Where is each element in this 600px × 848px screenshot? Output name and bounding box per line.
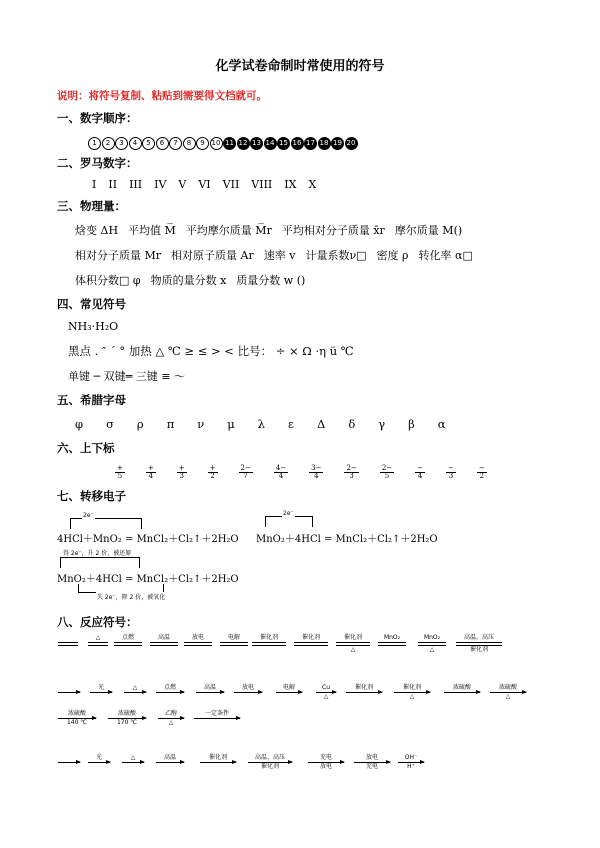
circled-number: 4 (129, 137, 142, 150)
script-fraction: $\frac{2-}{7}$ (240, 464, 251, 480)
electron-lose-label: 失 2e⁻，降 2 价，被氧化 (97, 594, 166, 601)
circled-number-filled: 15 (277, 137, 290, 150)
equation-1: 4HCl＋MnO₂ = MnCl₂＋Cl₂↑＋2H₂O (57, 534, 239, 545)
sub-superscripts (115, 462, 508, 481)
circled-number-filled: 19 (331, 137, 344, 150)
physics-symbol: 平均相对分子质量 x̄r (281, 224, 385, 237)
reaction-condition-symbol: △ (124, 684, 146, 701)
page-title: 化学试卷命制时常使用的符号 (215, 59, 385, 74)
greek-letter: ε (288, 417, 294, 431)
reaction-condition-symbol: 高温 (196, 684, 224, 701)
section-heading-roman: 二、罗马数字： (57, 156, 138, 170)
reaction-condition-symbol (58, 754, 80, 771)
greek-letter: λ (257, 417, 266, 431)
roman-numeral: III (129, 178, 143, 191)
circled-number-filled: 16 (291, 137, 304, 150)
section-heading-electron: 七、转移电子 (57, 489, 126, 503)
reaction-condition-symbol: 充电 放电 (308, 754, 344, 771)
reaction-condition-symbol: 放电 (234, 684, 262, 701)
section-heading-scripts: 六、上下标 (57, 441, 115, 455)
reaction-condition-symbol: 点燃 (156, 684, 184, 701)
reaction-condition-symbol: △ (88, 634, 108, 654)
reaction-condition-symbol (58, 684, 80, 701)
reaction-condition-symbol: MnO₂ △ (418, 634, 446, 654)
physics-symbol: 摩尔质量 M() (394, 224, 463, 237)
circled-number: 6 (156, 137, 169, 150)
electron-label-1: 2e⁻ (83, 512, 94, 519)
reaction-condition-symbol: OH⁻ H⁺ (398, 754, 424, 771)
electron-bridge-3-top (60, 557, 140, 568)
greek-letter: ρ (136, 417, 144, 431)
greek-letter: π (166, 417, 175, 431)
reaction-condition-symbol: 电解 (276, 684, 302, 701)
circled-number: 1 (88, 137, 101, 150)
reaction-condition-symbol: MnO₂ (378, 634, 406, 654)
greek-letter: δ (348, 417, 356, 431)
electron-label-2: 2e⁻ (283, 510, 294, 517)
electron-gain-label: 得 2e⁻，升 2 价，被还原 (63, 550, 132, 557)
physics-symbol: 速率 v (263, 249, 296, 262)
circled-number: 10 (210, 137, 223, 150)
greek-letter: γ (378, 417, 386, 431)
script-fraction: $\frac{+}{2}$ (209, 464, 216, 480)
reaction-condition-symbol: 乙醇 △ (158, 710, 184, 727)
reaction-condition-symbol: 催化剂 (252, 634, 286, 654)
script-fraction: $\frac{4-}{4}$ (275, 464, 287, 480)
reaction-condition-symbol: 高温，高压 催化剂 (456, 634, 502, 654)
script-fraction: $\frac{3-}{4}$ (311, 464, 322, 480)
reaction-condition-symbol (58, 634, 78, 654)
equation-3: MnO₂＋4HCl = MnCl₂＋Cl₂↑＋2H₂O (57, 574, 239, 585)
circled-number: 5 (142, 137, 155, 150)
reaction-condition-symbol: 电解 (220, 634, 248, 654)
reaction-condition-symbol: 一定条件 (194, 710, 240, 727)
physics-row-1 (75, 222, 472, 238)
physics-symbol: 相对原子质量 Ar (171, 249, 254, 262)
reaction-condition-symbol: 放电 (184, 634, 212, 654)
circled-number-filled: 17 (304, 137, 317, 150)
circled-number: 3 (115, 137, 128, 150)
script-fraction: $\frac{2-}{5}$ (381, 464, 393, 480)
circled-number: 2 (102, 137, 115, 150)
greek-letter: σ (106, 417, 114, 431)
reaction-condition-symbol: 催化剂 △ (336, 634, 370, 654)
script-fraction: $\frac{-}{4}$ (417, 464, 424, 480)
greek-letter: ν (197, 417, 205, 431)
reaction-condition-symbol: 高温 (150, 634, 178, 654)
reaction-condition-symbol: 光 (88, 754, 110, 771)
physics-symbol: 平均值 M̅ (128, 224, 176, 237)
greek-letters (75, 417, 469, 431)
section-heading-numbers: 一、数字顺序： (57, 111, 138, 125)
physics-symbol: 转化率 α□ (418, 249, 473, 262)
greek-letter: β (408, 417, 415, 431)
section-heading-greek: 五、希腊字母 (57, 393, 126, 407)
common-symbols-row: 黑点 . ″ ´ ° 加热 △ ℃ ≥ ≤ > < 比号： ÷ × Ω ·η ü ℃ (68, 344, 354, 358)
reaction-condition-symbol: 浓硫酸 △ (490, 684, 526, 701)
physics-symbol: 体积分数□ φ (75, 274, 141, 287)
reaction-condition-symbol: 高温、高压 催化剂 (248, 754, 292, 771)
section-heading-common: 四、常见符号 (57, 297, 126, 311)
instruction-note: 说明：将符号复制、粘贴到需要得文档就可。 (57, 90, 267, 102)
section-heading-reactions: 八、反应符号： (57, 615, 138, 629)
reaction-condition-symbol: 浓硫酸 (444, 684, 480, 701)
roman-numeral: VII (222, 178, 240, 191)
electron-bridge-1 (70, 518, 142, 529)
physics-row-3 (75, 272, 315, 288)
bond-symbols-row: 单键 ─ 双键═ 三键 ≡ 〜 (68, 370, 185, 383)
circled-numbers (88, 130, 358, 150)
roman-numeral: IX (284, 178, 297, 191)
roman-numeral: II (108, 178, 118, 191)
physics-symbol: 焓变 ΔH (75, 224, 119, 237)
roman-numeral: V (178, 178, 187, 191)
reaction-condition-symbol: 浓硫酸 140 ℃ (58, 710, 96, 727)
reaction-condition-symbol: 点燃 (114, 634, 142, 654)
script-fraction: $\frac{-}{2}$ (478, 464, 485, 480)
circled-number-filled: 12 (237, 137, 250, 150)
section-heading-physics: 三、物理量： (57, 199, 126, 213)
reaction-condition-symbol: 放电 充电 (354, 754, 390, 771)
circled-number-filled: 18 (318, 137, 331, 150)
roman-numeral: VIII (251, 178, 273, 191)
roman-numerals (92, 178, 328, 191)
physics-row-2 (75, 247, 483, 263)
circled-number: 7 (169, 137, 182, 150)
greek-letter: Δ (317, 417, 326, 431)
physics-symbol: 平均摩尔质量 M̅r (185, 224, 272, 237)
script-fraction: $\frac{+}{5}$ (117, 464, 123, 480)
greek-letter: α (437, 417, 446, 431)
ammonia-formula: NH₃·H₂O (68, 320, 119, 333)
circled-number-filled: 14 (264, 137, 277, 150)
reaction-condition-symbol: 浓硫酸 170 ℃ (108, 710, 146, 727)
reaction-condition-symbol: 光 (90, 684, 112, 701)
reaction-condition-symbol: Cu △ (316, 684, 336, 701)
greek-letter: φ (75, 417, 84, 431)
roman-numeral: IV (154, 178, 167, 191)
physics-symbol: 质量分数 w () (236, 274, 306, 287)
reaction-condition-symbol: 催化剂 (294, 634, 328, 654)
circled-number-filled: 20 (345, 137, 358, 150)
reaction-condition-symbol: 高温 (156, 754, 184, 771)
circled-number: 9 (196, 137, 209, 150)
physics-symbol: 物质的量分数 x (150, 274, 227, 287)
circled-number-filled: 11 (223, 137, 236, 150)
script-fraction: $\frac{2-}{3}$ (346, 464, 357, 480)
reaction-condition-symbol: 催化剂 (200, 754, 236, 771)
equation-2: MnO₂＋4HCl = MnCl₂＋Cl₂↑＋2H₂O (256, 534, 438, 545)
roman-numeral: VI (198, 178, 211, 191)
script-fraction: $\frac{+}{3}$ (178, 464, 185, 480)
electron-bridge-2 (265, 516, 313, 527)
greek-letter: μ (227, 417, 235, 431)
script-fraction: $\frac{-}{3}$ (448, 464, 454, 480)
script-fraction: $\frac{+}{4}$ (147, 464, 154, 480)
roman-numeral: X (308, 178, 317, 191)
roman-numeral: I (92, 178, 97, 191)
reaction-condition-symbol: 催化剂 (346, 684, 382, 701)
reaction-condition-symbol: △ (122, 754, 144, 771)
physics-symbol: 相对分子质量 Mr (75, 249, 162, 262)
circled-number: 8 (183, 137, 196, 150)
reaction-condition-symbol: 催化剂 △ (394, 684, 430, 701)
physics-symbol: 计量系数ν□ (305, 249, 367, 262)
physics-symbol: 密度 ρ (376, 249, 409, 262)
circled-number-filled: 13 (250, 137, 263, 150)
